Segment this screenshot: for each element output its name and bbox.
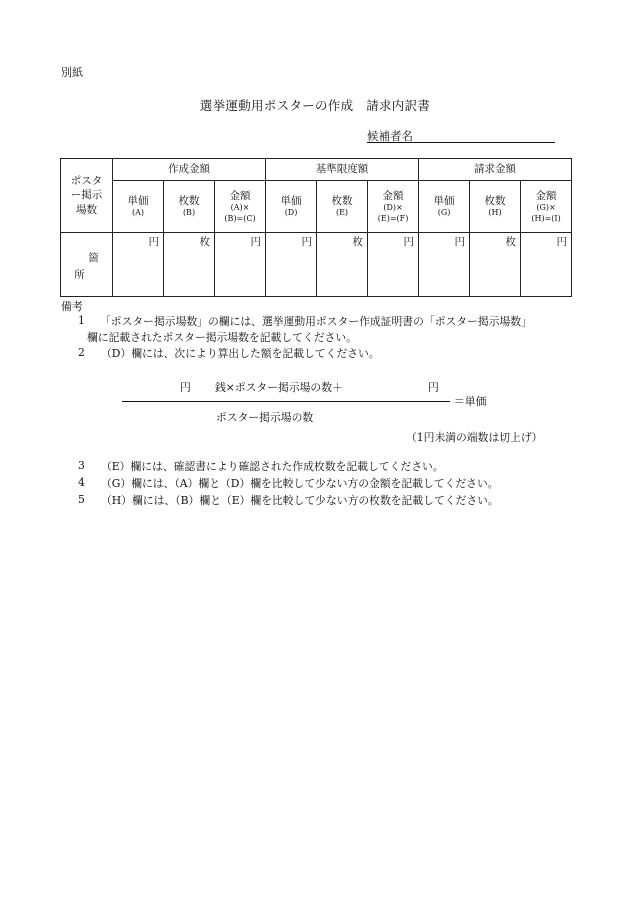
remark-number-1: 1 (78, 314, 85, 327)
cell-quantity-h[interactable]: 枚 (470, 233, 521, 297)
remark-number-5: 5 (78, 493, 85, 506)
remark-4-line-1: （G）欄には、（A）欄と（D）欄を比較して少ない方の金額を記載してください。 (101, 477, 499, 490)
remark-1-line-2: 欄に記載されたポスター掲示場数を記載してください。 (87, 331, 357, 344)
subheader-quantity-e: 枚数 (E) (317, 181, 368, 233)
formula-denominator: ポスター掲示場の数 (216, 411, 314, 424)
cell-amount-c[interactable]: 円 (215, 233, 266, 297)
cell-amount-f[interactable]: 円 (368, 233, 419, 297)
formula-rounding-note: （1円未満の端数は切上げ） (406, 431, 543, 444)
cell-quantity-b[interactable]: 枚 (164, 233, 215, 297)
remarks-title: 備考 (61, 300, 83, 313)
remark-number-3: 3 (78, 459, 85, 472)
invoice-table (60, 158, 572, 297)
remark-3-line-1: （E）欄には、確認書により確認された作成枚数を記載してください。 (101, 460, 444, 473)
candidate-name-field[interactable] (367, 142, 555, 143)
remark-1-line-1: 「ポスター掲示場数」の欄には、選挙運動用ポスター作成証明書の「ポスター掲示場数」 (100, 315, 532, 328)
cell-unit-price-a[interactable]: 円 (113, 233, 164, 297)
group-header-production: 作成金額 (113, 159, 266, 181)
formula-result: ＝単価 (454, 395, 487, 408)
attachment-label: 別紙 (61, 66, 83, 79)
poster-count-cell[interactable]: 箇 所 (61, 233, 113, 297)
subheader-quantity-h: 枚数 (H) (470, 181, 521, 233)
formula-yen-1: 円 (180, 381, 191, 394)
subheader-unit-price-g: 単価 (G) (419, 181, 470, 233)
cell-quantity-e[interactable]: 枚 (317, 233, 368, 297)
cell-amount-i[interactable]: 円 (521, 233, 572, 297)
candidate-name-label: 候補者名 (367, 129, 413, 143)
remark-number-4: 4 (78, 476, 85, 489)
subheader-amount-c: 金額 (A)× (B)=(C) (215, 181, 266, 233)
subheader-amount-f: 金額 (D)× (E)=(F) (368, 181, 419, 233)
group-header-claim: 請求金額 (419, 159, 572, 181)
group-header-limit: 基準限度額 (266, 159, 419, 181)
poster-count-header: ポスタ ー掲示 場数 (61, 159, 113, 233)
cell-unit-price-g[interactable]: 円 (419, 233, 470, 297)
subheader-amount-i: 金額 (G)× (H)=(I) (521, 181, 572, 233)
formula-yen-2: 円 (428, 381, 439, 394)
formula-fraction-line (122, 401, 450, 402)
document-title: 選挙運動用ポスターの作成 請求内訳書 (199, 98, 431, 113)
subheader-unit-price-a: 単価 (A) (113, 181, 164, 233)
subheader-quantity-b: 枚数 (B) (164, 181, 215, 233)
cell-unit-price-d[interactable]: 円 (266, 233, 317, 297)
formula-numerator: 銭×ポスター掲示場の数＋ (215, 381, 343, 394)
remark-number-2: 2 (78, 346, 85, 359)
remark-2-line-1: （D）欄には、次により算出した額を記載してください。 (101, 347, 380, 360)
remark-5-line-1: （H）欄には、（B）欄と（E）欄を比較して少ない方の枚数を記載してください。 (101, 494, 499, 507)
subheader-unit-price-d: 単価 (D) (266, 181, 317, 233)
